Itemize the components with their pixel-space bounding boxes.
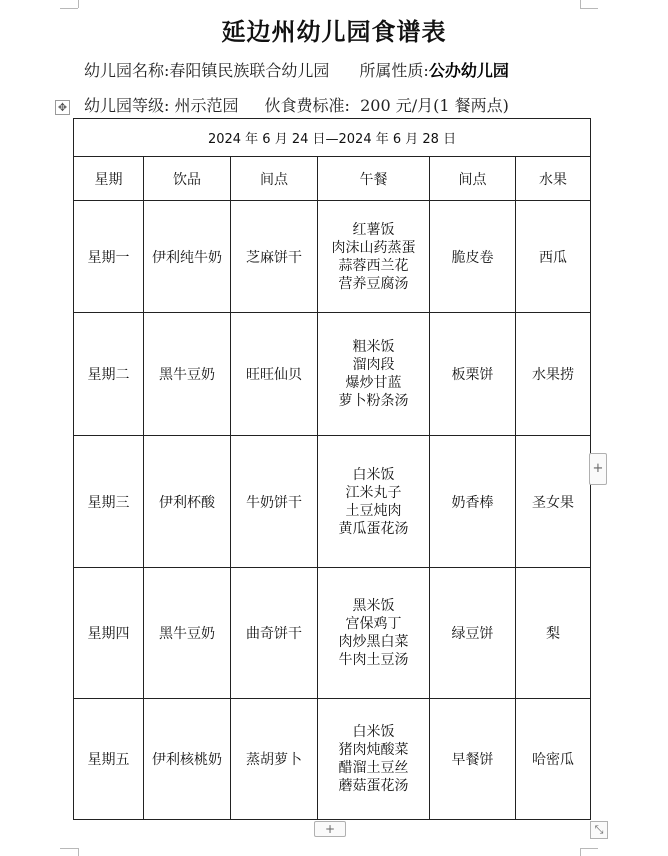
lunch-item: 红薯饭 <box>352 221 395 238</box>
info-line-level <box>84 93 509 116</box>
lunch-cell <box>318 201 430 313</box>
day-cell: 星期五 <box>74 699 144 820</box>
lunch-item: 江米丸子 <box>345 484 402 501</box>
lunch-item: 肉沫山药蒸蛋 <box>331 239 416 256</box>
drink-cell: 黑牛豆奶 <box>144 568 231 699</box>
table-resize-icon[interactable]: ⤡ <box>590 821 608 839</box>
lunch-item: 白米饭 <box>352 724 395 740</box>
document-title: 延边州幼儿园食谱表 <box>221 17 447 46</box>
kindergarten-name: 春阳镇民族联合幼儿园 <box>169 61 330 80</box>
lunch-item: 宫保鸡丁 <box>345 616 402 632</box>
snack-cell: 绿豆饼 <box>430 568 516 699</box>
table-row <box>74 568 591 699</box>
lunch-item: 黄瓜蛋花汤 <box>338 520 409 537</box>
ownership-value: 公办幼儿园 <box>428 61 509 80</box>
header-snack-2: 间点 <box>430 157 516 201</box>
snack-cell: 早餐饼 <box>430 699 516 820</box>
menu-table <box>73 118 591 820</box>
snack-cell: 奶香棒 <box>430 436 516 568</box>
lunch-item: 溜肉段 <box>352 357 395 373</box>
fruit-cell: 水果捞 <box>516 313 591 436</box>
header-drink: 饮品 <box>144 157 231 201</box>
table-row <box>74 699 591 820</box>
add-column-icon[interactable]: + <box>589 453 607 485</box>
page-corner-mark <box>60 848 78 849</box>
page-corner-mark <box>60 0 79 8</box>
day-cell: 星期二 <box>74 313 144 436</box>
lunch-item: 萝卜粉条汤 <box>338 393 409 409</box>
drink-cell: 伊利纯牛奶 <box>144 201 231 313</box>
table-row <box>74 436 591 568</box>
page-corner-mark <box>580 848 598 849</box>
lunch-item: 肉炒黑白菜 <box>338 634 409 650</box>
day-cell: 星期三 <box>74 436 144 568</box>
level-value: 州示范园 <box>174 96 239 115</box>
snack-cell: 脆皮卷 <box>430 201 516 313</box>
lunch-item: 醋溜土豆丝 <box>338 760 409 776</box>
fee-label: 伙食费标准: <box>264 96 350 115</box>
header-fruit: 水果 <box>516 157 591 201</box>
day-cell: 星期一 <box>74 201 144 313</box>
lunch-item: 牛肉土豆汤 <box>338 652 409 668</box>
fruit-cell: 圣女果 <box>516 436 591 568</box>
ownership-label: 所属性质: <box>359 61 429 80</box>
lunch-item: 黑米饭 <box>352 598 395 614</box>
page-corner-mark <box>60 8 78 9</box>
snack-cell: 芝麻饼干 <box>231 201 318 313</box>
fruit-cell: 哈密瓜 <box>516 699 591 820</box>
table-move-handle-icon[interactable]: ✥ <box>55 100 70 115</box>
lunch-cell <box>318 313 430 436</box>
lunch-item: 白米饭 <box>352 466 395 483</box>
lunch-cell <box>318 436 430 568</box>
lunch-cell <box>318 699 430 820</box>
drink-cell: 黑牛豆奶 <box>144 313 231 436</box>
lunch-item: 爆炒甘蓝 <box>345 375 402 391</box>
lunch-item: 蘑菇蛋花汤 <box>338 778 409 794</box>
snack-cell: 蒸胡萝卜 <box>231 699 318 820</box>
drink-cell: 伊利杯酸 <box>144 436 231 568</box>
snack-cell: 牛奶饼干 <box>231 436 318 568</box>
page-corner-mark <box>60 848 79 856</box>
lunch-cell <box>318 568 430 699</box>
table-row <box>74 201 591 313</box>
fee-value: 200 元/月(1 餐两点) <box>360 96 509 115</box>
lunch-item: 土豆炖肉 <box>345 502 402 519</box>
day-cell: 星期四 <box>74 568 144 699</box>
table-row <box>74 313 591 436</box>
snack-cell: 板栗饼 <box>430 313 516 436</box>
lunch-item: 猪肉炖酸菜 <box>338 742 409 758</box>
kindergarten-name-label: 幼儿园名称: <box>84 61 170 80</box>
drink-cell: 伊利核桃奶 <box>144 699 231 820</box>
lunch-item: 营养豆腐汤 <box>338 275 409 292</box>
page-corner-mark <box>580 848 599 856</box>
page-corner-mark <box>580 0 599 8</box>
info-line-name <box>84 58 509 81</box>
date-range-cell: 2024 年 6 月 24 日—2024 年 6 月 28 日 <box>74 119 591 157</box>
header-day: 星期 <box>74 157 144 201</box>
add-row-icon[interactable]: + <box>314 821 346 837</box>
snack-cell: 曲奇饼干 <box>231 568 318 699</box>
header-snack-1: 间点 <box>231 157 318 201</box>
fruit-cell: 梨 <box>516 568 591 699</box>
level-label: 幼儿园等级: <box>84 96 170 115</box>
page-corner-mark <box>580 8 598 9</box>
header-lunch: 午餐 <box>318 157 430 201</box>
fruit-cell: 西瓜 <box>516 201 591 313</box>
lunch-item: 蒜蓉西兰花 <box>338 257 409 274</box>
lunch-item: 粗米饭 <box>352 339 395 355</box>
snack-cell: 旺旺仙贝 <box>231 313 318 436</box>
